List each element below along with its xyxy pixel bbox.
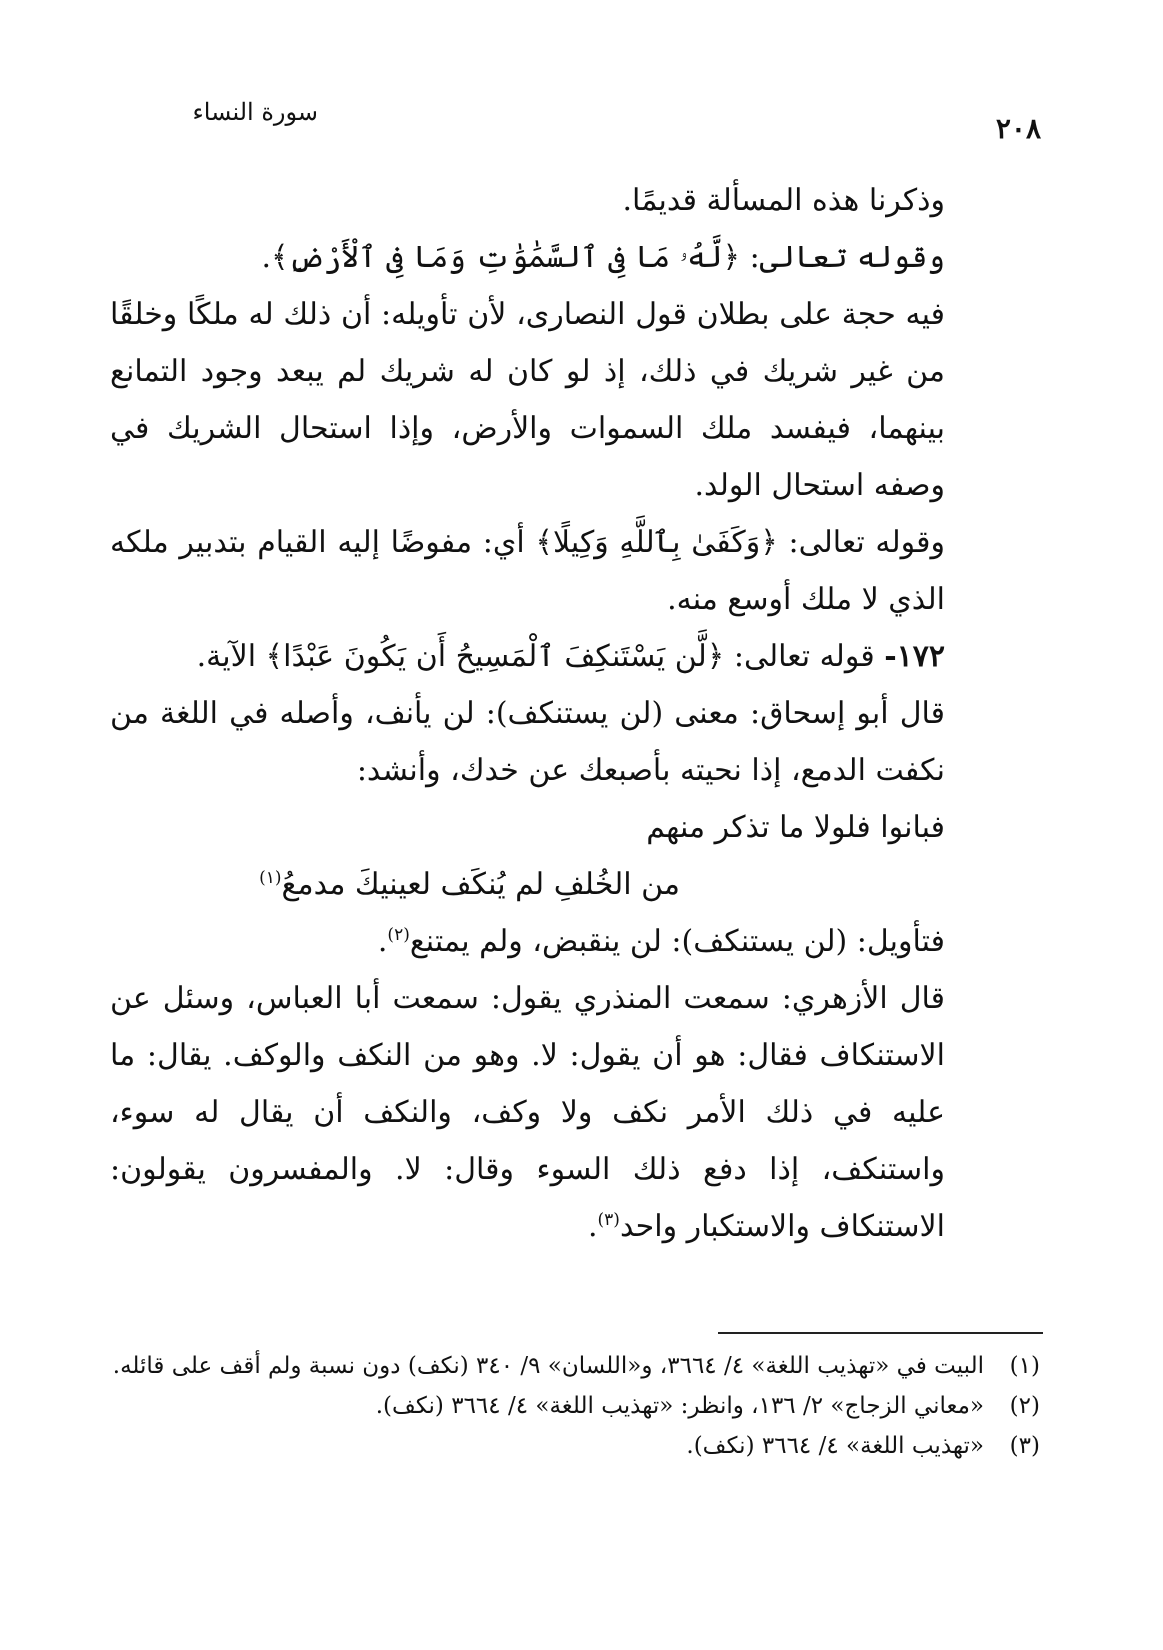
paragraph-tail: . — [377, 924, 388, 959]
poetry-line-1: فبانوا فلولا ما تذكر منهم — [646, 810, 945, 845]
footnote-marker[interactable]: (١) — [259, 868, 282, 888]
page-number: ٢٠٨ — [995, 112, 1041, 145]
footnotes — [110, 1346, 1040, 1466]
paragraph: فيه حجة على بطلان قول النصارى، لأن تأويله: أن ذلك له ملكًا وخلقًا من غير شريك في ذلك، إذ لو كان له شريك لم يبعد وجود التمانع بينهما، فيفسد ملك السموات والأرض، وإذا استحال الشريك في وصفه استحال الولد. — [110, 297, 945, 503]
footnote-marker[interactable]: (٣) — [597, 1210, 620, 1230]
quran-quote-paragraph: وقوله تعالى: ﴿وَكَفَىٰ بِٱللَّهِ وَكِيلًا﴾ أي: مفوضًا إليه القيام بتدبير ملكه الذي لا ملك أوسع منه. — [110, 525, 945, 617]
quran-quote-paragraph: وقوله تعالى: ﴿لَّهُۥ مَا فِى ٱلسَّمَٰوَٰتِ وَمَا فِى ٱلْأَرْضِ﴾. — [261, 240, 945, 275]
verse-number: ١٧٢- — [884, 639, 945, 674]
poetry-text: من الخُلفِ لم يُنكَف لعينيكَ مدمعُ — [281, 867, 680, 902]
paragraph-text: قال الأزهري: سمعت المنذري يقول: سمعت أبا العباس، وسئل عن الاستنكاف فقال: هو أن يقول: لا. وهو من النكف والوكف. يقال: ما عليه في ذلك الأمر نكف ولا وكف، والنكف أن يقال له سوء، واستنكف، إذا دفع ذلك السوء وقال: لا. والمفسرون يقولون: الاستنكاف والاستكبار واحد — [110, 981, 945, 1244]
footnote-number: (٢) — [1009, 1393, 1040, 1419]
footnote-number: (١) — [1009, 1353, 1040, 1379]
footnote-text: «تهذيب اللغة» ٤/ ٣٦٦٤ (نكف). — [686, 1433, 984, 1459]
paragraph: قال أبو إسحاق: معنى (لن يستنكف): لن يأنف، وأصله في اللغة من نكفت الدمع، إذا نحيته بأصبعك عن خدك، وأنشد: — [110, 696, 945, 788]
main-text — [110, 172, 1040, 1255]
paragraph — [110, 913, 1040, 970]
footnote-number: (٣) — [1009, 1433, 1040, 1459]
paragraph: وذكرنا هذه المسألة قديمًا. — [622, 183, 945, 218]
footnote-marker[interactable]: (٢) — [387, 925, 410, 945]
footnote-text: «معاني الزجاج» ٢/ ١٣٦، وانظر: «تهذيب اللغة» ٤/ ٣٦٦٤ (نكف). — [375, 1393, 984, 1419]
footnote-text: البيت في «تهذيب اللغة» ٤/ ٣٦٦٤، و«اللسان» ٩/ ٣٤٠ (نكف) دون نسبة ولم أقف على قائله. — [112, 1353, 984, 1379]
footnote-separator — [718, 1332, 1043, 1334]
footnote — [110, 1386, 1040, 1426]
paragraph-tail: . — [587, 1209, 598, 1244]
paragraph — [110, 970, 1040, 1255]
poetry-line-2 — [110, 856, 1040, 913]
paragraph-text: فتأويل: (لن يستنكف): لن ينقبض، ولم يمتنع — [409, 924, 945, 959]
footnote — [110, 1346, 1040, 1386]
footnote — [110, 1426, 1040, 1466]
surah-title: سورة النساء — [192, 98, 318, 126]
verse-heading-172 — [110, 628, 1040, 685]
verse-heading-text: قوله تعالى: ﴿لَّن يَسْتَنكِفَ ٱلْمَسِيحُ أَن يَكُونَ عَبْدًا﴾ الآية. — [196, 639, 885, 674]
